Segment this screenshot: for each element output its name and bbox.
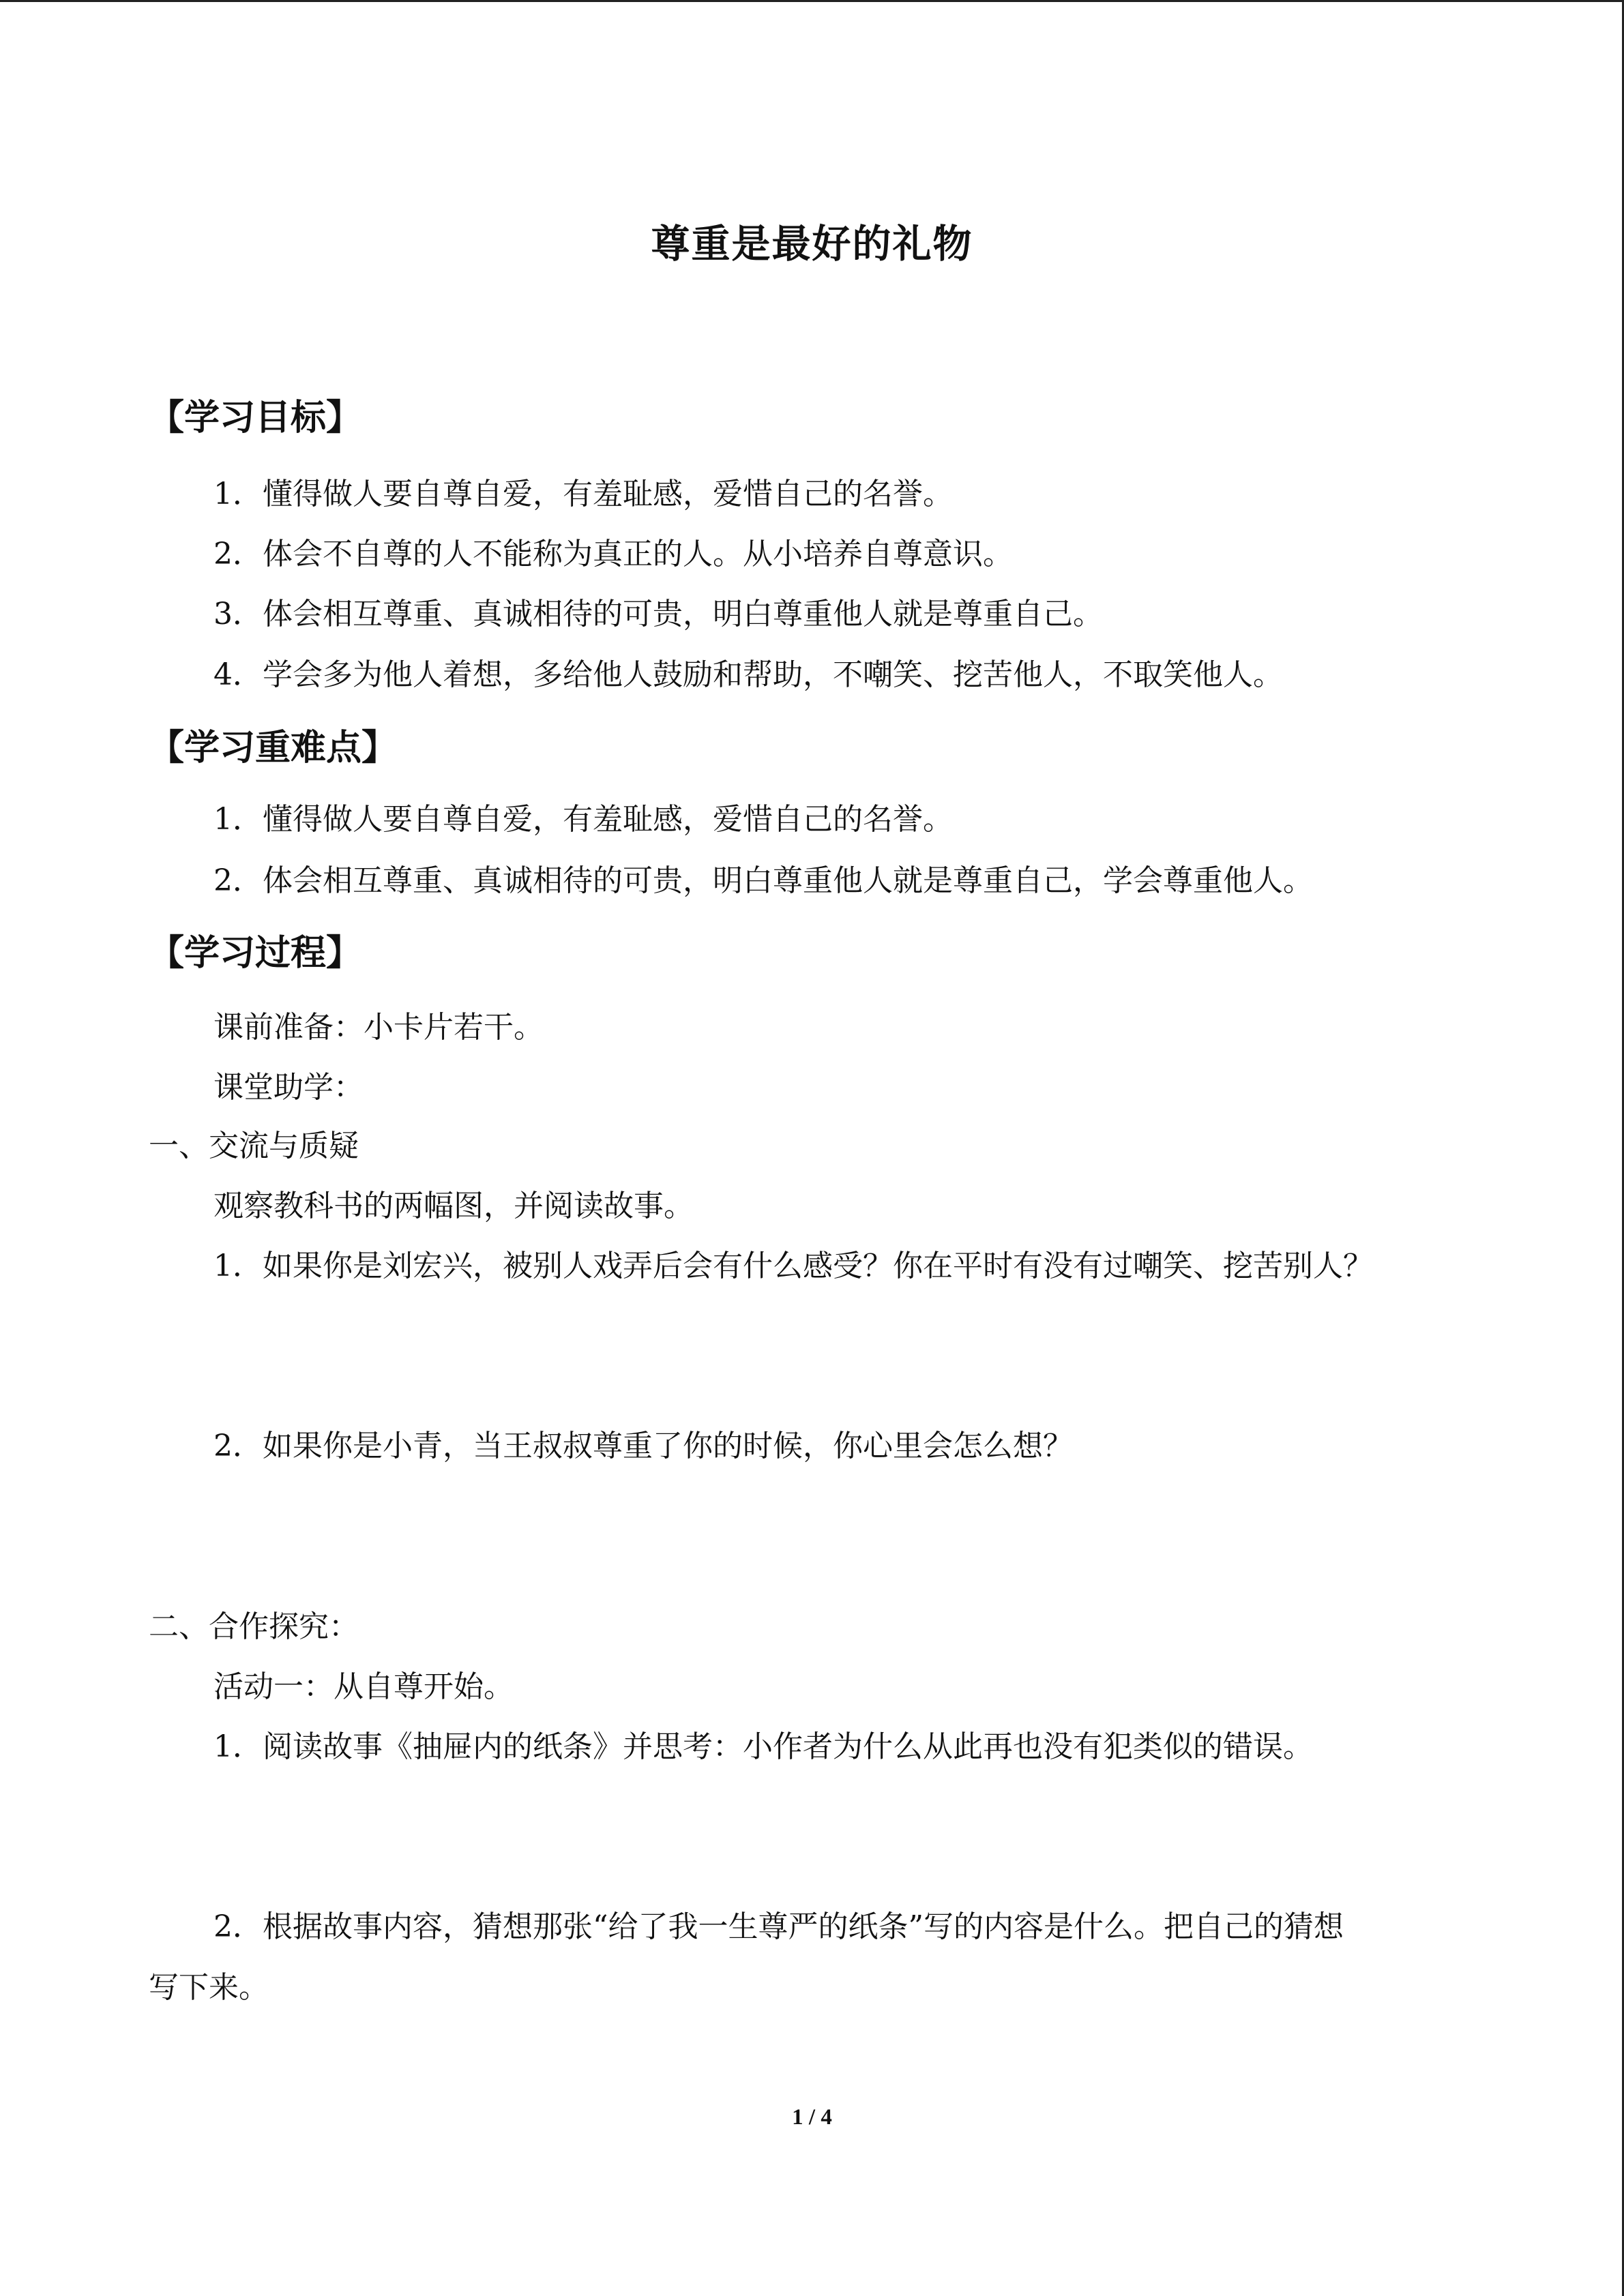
part-one-question-2: 2．如果你是小青，当王叔叔尊重了你的时候，你心里会怎么想？: [213, 1429, 1073, 1463]
part-two-question-2: 2．根据故事内容，猜想那张“给了我一生尊严的纸条”写的内容是什么。把自己的猜想: [213, 1909, 1344, 1944]
heading-key-points: 【学习重难点】: [149, 728, 398, 769]
goal-item-2: 2．体会不自尊的人不能称为真正的人。从小培养自尊意识。: [213, 537, 1013, 571]
page-number: 1 / 4: [792, 2105, 832, 2130]
part-two-title: 二、合作探究：: [149, 1609, 359, 1644]
goal-item-1: 1．懂得做人要自尊自爱，有羞耻感，爱惜自己的名誉。: [213, 477, 953, 511]
document-title: 尊重是最好的礼物: [651, 222, 973, 267]
class-help-label: 课堂助学：: [213, 1070, 364, 1105]
key-point-item-2: 2．体会相互尊重、真诚相待的可贵，明白尊重他人就是尊重自己，学会尊重他人。: [213, 863, 1313, 898]
heading-learning-process: 【学习过程】: [149, 933, 362, 974]
part-two-question-1: 1．阅读故事《抽屉内的纸条》并思考：小作者为什么从此再也没有犯类似的错误。: [213, 1729, 1313, 1764]
activity-one-label: 活动一：从自尊开始。: [213, 1669, 514, 1704]
part-one-intro: 观察教科书的两幅图，并阅读故事。: [213, 1189, 694, 1223]
part-two-question-2-continued: 写下来。: [149, 1970, 269, 2005]
pre-class-prep: 课前准备：小卡片若干。: [213, 1010, 544, 1045]
heading-learning-goals: 【学习目标】: [149, 398, 362, 438]
goal-item-4: 4．学会多为他人着想，多给他人鼓励和帮助，不嘲笑、挖苦他人，不取笑他人。: [213, 657, 1283, 692]
key-point-item-1: 1．懂得做人要自尊自爱，有羞耻感，爱惜自己的名誉。: [213, 802, 953, 837]
goal-item-3: 3．体会相互尊重、真诚相待的可贵，明白尊重他人就是尊重自己。: [213, 597, 1103, 631]
part-one-question-1: 1．如果你是刘宏兴，被别人戏弄后会有什么感受？你在平时有没有过嘲笑、挖苦别人？: [213, 1249, 1373, 1283]
part-one-title: 一、交流与质疑: [149, 1129, 359, 1163]
